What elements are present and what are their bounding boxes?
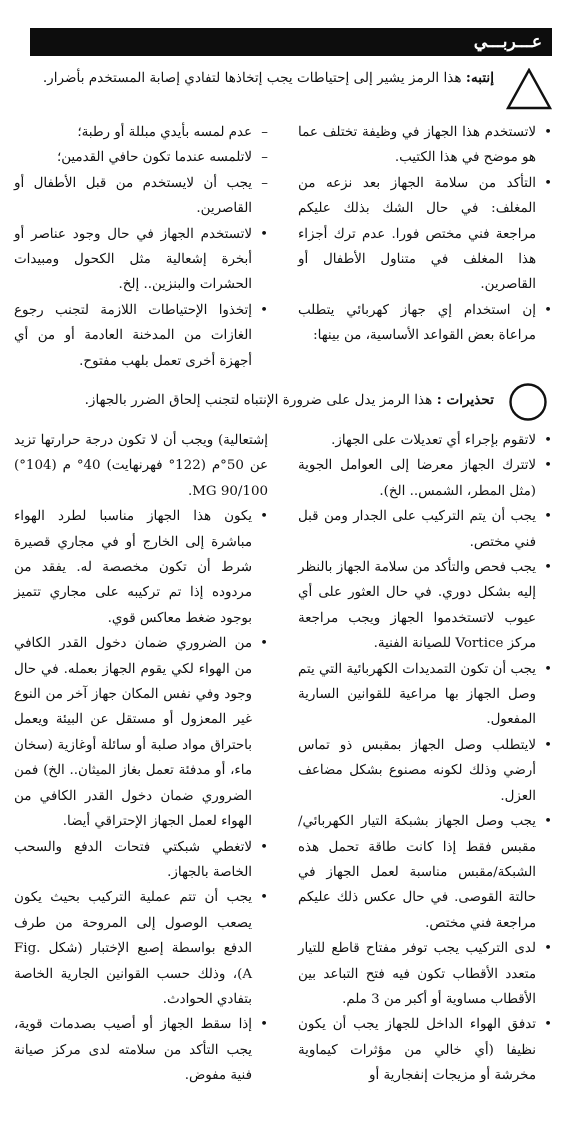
list-item: • لايتطلب وصل الجهاز بمقبس ذو تماس أرضي وذلك لكونه مصنوع بشكل مضاعف العزل. xyxy=(298,737,552,804)
list-item: • إذا سقط الجهاز أو أصيب بصدمات قوية، يجب التأكد من سلامته لدى مركز صيانة فنية مفوض. xyxy=(14,1017,268,1084)
list-item: • يجب أن يتم التركيب على الجدار ومن قبل فني مختص. xyxy=(298,509,552,550)
list-item: – عدم لمسه بأيدي مبللة أو رطبة؛ xyxy=(77,125,268,140)
caution-notice xyxy=(30,66,552,116)
language-header-bar xyxy=(30,28,552,56)
warning-left-column xyxy=(14,428,268,1089)
list-item: – يجب أن لايستخدم من قبل الأطفال أو القاصرين. xyxy=(14,175,268,217)
list-item: • لاتستخدم الجهاز في حال وجود عناصر أو أبخرة إشعالية مثل الكحول ومبيدات الحشرات والبنزين.. إلخ. xyxy=(14,226,268,293)
list-item: • لاتغطي شبكتي فتحات الدفع والسحب الخاصة بالجهاز. xyxy=(14,839,268,880)
list-item: • يكون هذا الجهاز مناسبا لطرد الهواء مباشرة إلى الخارج أو في مجاري قصيرة شرط أن تكون مخصصة له. يفقد من مردوده إذا تم تركيبه على مجاري تتميز بوجود ضغط معاكس قوي. xyxy=(14,509,268,626)
circle-warning-icon xyxy=(508,382,548,422)
warning-title: تحذيرات : xyxy=(436,392,494,408)
list-item: • إتخذوا الإحتياطات اللازمة لتجنب رجوع الغازات من المدخنة العادمة أو من أي أجهزة أخرى تعمل بلهب مفتوح. xyxy=(14,302,268,369)
language-label: عـــربـــي xyxy=(473,32,542,52)
list-item: • لاتترك الجهاز معرضا إلى العوامل الجوية (مثل المطر، الشمس.. الخ). xyxy=(298,458,552,499)
list-item: • التأكد من سلامة الجهاز بعد نزعه من المغلف: في حال الشك بذلك عليكم مراجعة فني مختص فورا. عدم ترك أجزاء هذا المغلف في متناول الأطفال أو القاصرين. xyxy=(298,175,552,293)
list-item: • إن استخدام إي جهاز كهربائي يتطلب مراعاة بعض القواعد الأساسية، من بينها: xyxy=(298,302,552,344)
list-item: • تدفق الهواء الداخل للجهاز يجب أن يكون نظيفا (أي خالي من مؤثرات كيماوية مخرشة أو مزيجات إنفجارية أو xyxy=(298,1017,552,1084)
caution-left-column xyxy=(14,120,268,374)
list-item: – لاتلمسه عندما تكون حافي القدمين؛ xyxy=(56,150,268,166)
triangle-warning-icon xyxy=(506,68,552,110)
warning-notice xyxy=(30,388,552,424)
continuation-text: إشتعالية) ويجب أن لا تكون درجة حرارتها تزيد عن 50°م (122° فهرنهايت) 40° م (104°) MG 90/100. xyxy=(14,433,269,499)
list-item: • من الضروري ضمان دخول القدر الكافي من الهواء لكي يقوم الجهاز بعمله. في حال وجود وفي نفس المكان جهاز آخر من النوع غير المعزول أو مستقل عن البيئة ويعمل باحتراق مواد صلبة أو سائلة أوغازية (سخان ماء، أو مدفئة تعمل بغاز الميثان.. الخ) فمن الضروري ضمان دخول القدر الكافي من الهواء لعمل الجهاز الإحتراقي أيضا. xyxy=(14,636,268,830)
list-item: • يجب أن تكون التمديدات الكهربائية التي يتم وصل الجهاز بها مراعية للقوانين السارية المفعول. xyxy=(298,661,552,728)
list-item: • يجب وصل الجهاز بشبكة التيار الكهربائي/مقبس فقط إذا كانت طاقة تحمل هذه الشبكة/مقبس مناسبة لعمل الجهاز في حالتة القوصى. في حال عكس ذلك عليكم مراجعة فني مختص. xyxy=(298,814,552,931)
warning-text: هذا الرمز يدل على ضرورة الإنتباه لتجنب إلحاق الضرر بالجهاز. xyxy=(84,392,433,408)
list-item: • لدى التركيب يجب توفر مفتاح قاطع للتيار متعدد الأقطاب تكون فيه فتح التباعد بين الأقطاب مساوية أو أكبر من 3 ملم. xyxy=(298,941,552,1007)
caution-right-column xyxy=(298,120,552,349)
list-item: • يجب فحص والتأكد من سلامة الجهاز بالنظر إليه بشكل دوري. في حال العثور على أي عيوب لاتستخدموا الجهاز ويجب مراجعة مركز Vortice للصيانة الفنية. xyxy=(298,560,552,652)
list-item: • يجب أن تتم عملية التركيب بحيث يكون يصعب الوصول إلى المروحة من طرف الدفع بواسطة إصبع الإختبار (شكل Fig. A)، وذلك حسب القوانين الجارية الخاصة بتفادي الحوادث. xyxy=(14,890,268,1007)
caution-text: هذا الرمز يشير إلى إحتياطات يجب إتخاذها لتفادي إصابة المستخدم بأضرار. xyxy=(42,70,462,86)
list-item: • لاتقوم بإجراء أي تعديلات على الجهاز. xyxy=(331,433,552,448)
warning-right-column xyxy=(298,428,552,1089)
caution-title: إنتبه: xyxy=(465,70,494,86)
list-item: • لاتستخدم هذا الجهاز في وظيفة تختلف عما هو موضح في هذا الكتيب. xyxy=(298,125,552,166)
